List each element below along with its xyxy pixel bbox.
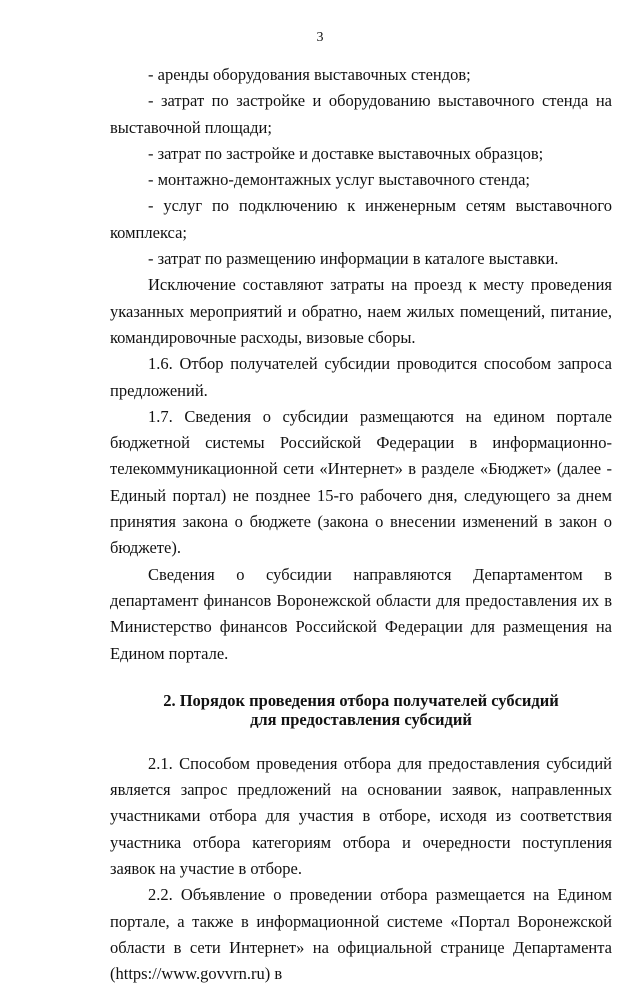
- list-item-utility-connection: - услуг по подключению к инженерным сетям выставочного комплекса;: [110, 196, 612, 242]
- section-2-heading-line2: для предоставления субсидий: [250, 709, 472, 729]
- list-item-catalog-placement: - затрат по размещению информации в каталоге выставки.: [148, 249, 559, 269]
- paragraph-2-1: 2.1. Способом проведения отбора для предоставления субсидий является запрос предложений на основании заявок, направленных участниками отбора для участия в отборе, исходя из соответствия участника отбора категориям отбора и очередности поступления заявок на участие в отборе.: [110, 753, 612, 879]
- document-body: [110, 62, 612, 988]
- list-item-stand-construction: - затрат по застройке и оборудованию выставочного стенда на выставочной площади;: [110, 91, 612, 137]
- section-2-heading-line1: 2. Порядок проведения отбора получателей субсидий: [163, 690, 559, 710]
- paragraph-exclusions: Исключение составляют затраты на проезд к месту проведения указанных мероприятий и обратно, наем жилых помещений, питание, командировочные расходы, визовые сборы.: [110, 275, 612, 347]
- paragraph-2-2: 2.2. Объявление о проведении отбора размещается на Едином портале, а также в информационной системе «Портал Воронежской области в сети Интернет» на официальной странице Департамента (https://www.govvrn.ru) в: [110, 885, 612, 984]
- paragraph-info-sending: Сведения о субсидии направляются Департаментом в департамент финансов Воронежской области для предоставления их в Министерство финансов Российской Федерации для размещения на Едином портале.: [110, 564, 612, 663]
- list-item-mounting-services: - монтажно-демонтажных услуг выставочного стенда;: [148, 170, 531, 190]
- list-item-samples-delivery: - затрат по застройке и доставке выставочных образцов;: [148, 143, 544, 163]
- paragraph-1-6: 1.6. Отбор получателей субсидии проводится способом запроса предложений.: [110, 354, 612, 400]
- page-number: 3: [316, 30, 324, 45]
- paragraph-1-7: 1.7. Сведения о субсидии размещаются на едином портале бюджетной системы Российской Федерации в информационно-телекоммуникационной сети «Интернет» в разделе «Бюджет» (далее - Единый портал) не позднее 15-го рабочего дня, следующего за днем принятия закона о бюджете (закона о внесении изменений в закон о бюджете).: [110, 406, 612, 558]
- list-item-equipment-rental: - аренды оборудования выставочных стендов;: [148, 65, 471, 84]
- section-2-heading: [110, 691, 612, 729]
